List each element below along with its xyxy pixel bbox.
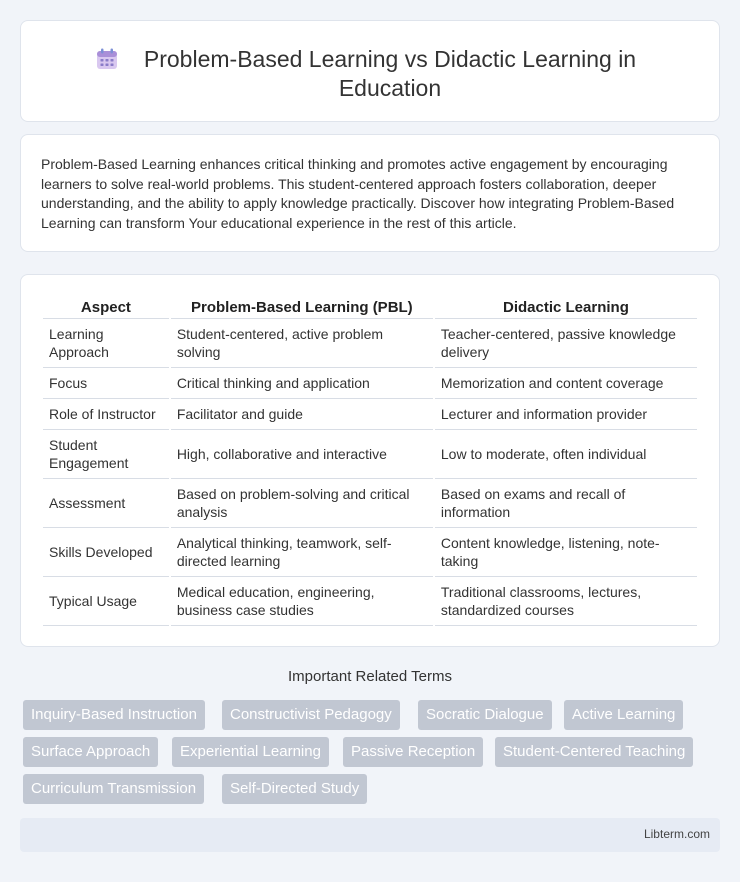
table-row bbox=[43, 399, 697, 430]
intro-card bbox=[20, 134, 720, 252]
didactic-cell: Lecturer and information provider bbox=[435, 399, 697, 430]
related-term-tag[interactable]: Curriculum Transmission bbox=[23, 774, 204, 804]
aspect-cell: Role of Instructor bbox=[43, 399, 169, 430]
didactic-cell: Low to moderate, often individual bbox=[435, 430, 697, 479]
page-title-text: Problem-Based Learning vs Didactic Learning in Education bbox=[143, 46, 637, 101]
related-term-tag[interactable]: Experiential Learning bbox=[172, 737, 329, 767]
didactic-cell: Content knowledge, listening, note-taking bbox=[435, 528, 697, 577]
aspect-cell: Learning Approach bbox=[43, 319, 169, 368]
header-pbl: Problem-Based Learning (PBL) bbox=[171, 297, 433, 319]
didactic-cell: Memorization and content coverage bbox=[435, 368, 697, 399]
didactic-cell: Traditional classrooms, lectures, standardized courses bbox=[435, 577, 697, 626]
footer bbox=[20, 818, 720, 852]
related-term-tag[interactable]: Constructivist Pedagogy bbox=[222, 700, 400, 730]
aspect-cell: Focus bbox=[43, 368, 169, 399]
didactic-cell: Teacher-centered, passive knowledge delivery bbox=[435, 319, 697, 368]
footer-brand-link[interactable]: Libterm.com bbox=[643, 827, 710, 841]
related-term-tag[interactable]: Surface Approach bbox=[23, 737, 158, 767]
page-title bbox=[21, 45, 719, 103]
pbl-cell: Analytical thinking, teamwork, self-directed learning bbox=[171, 528, 433, 577]
intro-paragraph: Problem-Based Learning enhances critical thinking and promotes active engagement by encouraging learners to solve real-world problems. This student-centered approach fosters collaboration, deeper understanding, and the ability to apply knowledge practically. Discover how integrating Problem-Based Learning can transform Your educational experience in the rest of this article. bbox=[41, 156, 675, 231]
table-row bbox=[43, 319, 697, 368]
related-term-tag[interactable]: Student-Centered Teaching bbox=[495, 737, 693, 767]
aspect-cell: Student Engagement bbox=[43, 430, 169, 479]
table-row bbox=[43, 430, 697, 479]
header-aspect: Aspect bbox=[43, 297, 169, 319]
related-term-tag[interactable]: Inquiry-Based Instruction bbox=[23, 700, 205, 730]
comparison-card bbox=[20, 274, 720, 647]
table-header-row bbox=[43, 297, 697, 319]
table-row bbox=[43, 479, 697, 528]
related-term-tag[interactable]: Self-Directed Study bbox=[222, 774, 367, 804]
pbl-cell: Critical thinking and application bbox=[171, 368, 433, 399]
pbl-cell: Based on problem-solving and critical analysis bbox=[171, 479, 433, 528]
comparison-table bbox=[41, 297, 699, 626]
aspect-cell: Skills Developed bbox=[43, 528, 169, 577]
pbl-cell: Facilitator and guide bbox=[171, 399, 433, 430]
pbl-cell: High, collaborative and interactive bbox=[171, 430, 433, 479]
pbl-cell: Medical education, engineering, business case studies bbox=[171, 577, 433, 626]
table-row bbox=[43, 368, 697, 399]
aspect-cell: Assessment bbox=[43, 479, 169, 528]
didactic-cell: Based on exams and recall of information bbox=[435, 479, 697, 528]
related-term-tag[interactable]: Socratic Dialogue bbox=[418, 700, 552, 730]
related-term-tag[interactable]: Passive Reception bbox=[343, 737, 483, 767]
aspect-cell: Typical Usage bbox=[43, 577, 169, 626]
table-row bbox=[43, 577, 697, 626]
related-terms-heading: Important Related Terms bbox=[288, 668, 452, 685]
pbl-cell: Student-centered, active problem solving bbox=[171, 319, 433, 368]
header-didactic: Didactic Learning bbox=[435, 297, 697, 319]
related-term-tag[interactable]: Active Learning bbox=[564, 700, 683, 730]
table-row bbox=[43, 528, 697, 577]
title-card bbox=[20, 20, 720, 122]
